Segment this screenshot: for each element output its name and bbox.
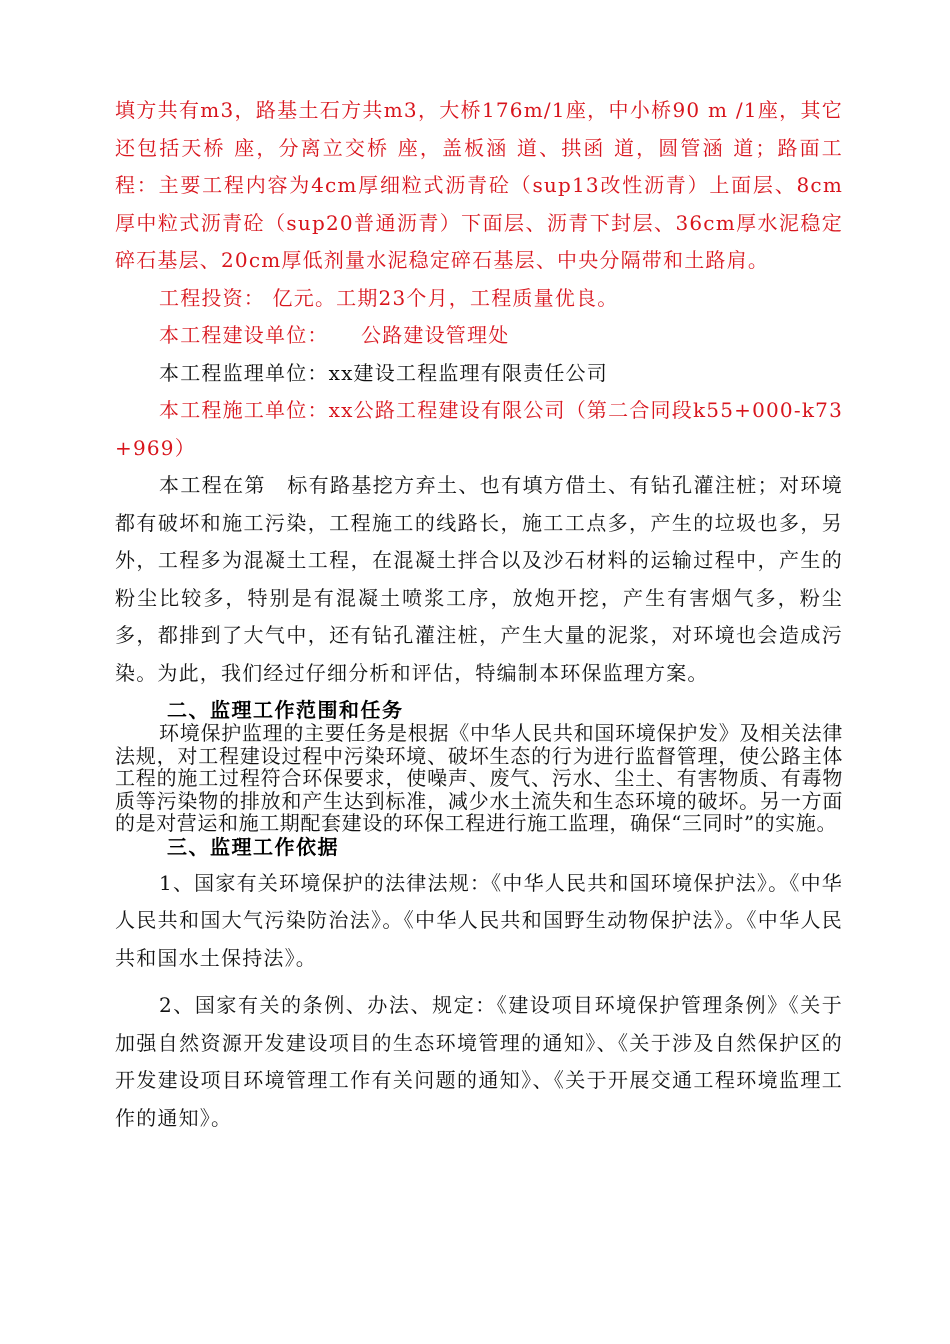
environment-impact-paragraph: 本工程在第 标有路基挖方弃土、也有填方借土、有钻孔灌注桩；对环境都有破坏和施工污染，工程施工的线路长，施工工点多，产生的垃圾也多，另外，工程多为混凝土工程，在混凝土拌合以及沙石材料的运输过程中，产生的粉尘比较多，特别是有混凝土喷浆工序，放炮开挖，产生有害烟气多，粉尘多，都排到了大气中，还有钻孔灌注桩，产生大量的泥浆，对环境也会造成污染。为此，我们经过仔细分析和评估，特编制本环保监理方案。 — [115, 473, 843, 685]
project-scope-paragraph: 填方共有m3，路基土石方共m3，大桥176m/1座，中小桥90 m /1座，其它还包括天桥 座，分离立交桥 座，盖板涵 道、拱函 道，圆管涵 道；路面工程：主要工程内容为4cm厚细粒式沥青砼（sup13改性沥青）上面层、8cm厚中粒式沥青砼（sup20普通沥青）下面层、沥青下封层、36cm厚水泥稳定碎石基层、20cm厚低剂量水泥稳定碎石基层、中央分隔带和土路肩。 — [115, 98, 843, 272]
document-body — [115, 92, 843, 1137]
supervisor-line: 本工程监理单位：xx建设工程监理有限责任公司 — [159, 360, 608, 385]
owner-line: 本工程建设单位： 公路建设管理处 — [159, 323, 510, 347]
basis-laws-paragraph: 1、国家有关环境保护的法律法规：《中华人民共和国环境保护法》。《中华人民共和国大气污染防治法》。《中华人民共和国野生动物保护法》。《中华人民共和国水土保持法》。 — [115, 870, 843, 970]
investment-line: 工程投资： 亿元。工期23个月，工程质量优良。 — [159, 285, 619, 310]
scope-paragraph: 环境保护监理的主要任务是根据《中华人民共和国环境保护发》及相关法律法规，对工程建设过程中污染环境、破坏生态的行为进行监督管理，使公路主体工程的施工过程符合环保要求，使噪声、废气、污水、尘土、有害物质、有毒物质等污染物的排放和产生达到标准，减少水土流失和生态环境的破坏。另一方面的是对营运和施工期配套建设的环保工程进行施工监理，确保“三同时”的实施。 — [115, 721, 843, 836]
basis-regulations-paragraph: 2、国家有关的条例、办法、规定：《建设项目环境保护管理条例》《关于加强自然资源开发建设项目的生态环境管理的通知》、《关于涉及自然保护区的开发建设项目环境管理工作有关问题的通知》、《关于开展交通工程环境监理工作的通知》。 — [115, 993, 843, 1130]
section-heading-scope: 二、监理工作范围和任务 — [167, 698, 404, 722]
contractor-line: 本工程施工单位：xx公路工程建设有限公司（第二合同段k55+000-k73+969） — [115, 398, 843, 460]
section-heading-basis: 三、监理工作依据 — [167, 834, 339, 859]
